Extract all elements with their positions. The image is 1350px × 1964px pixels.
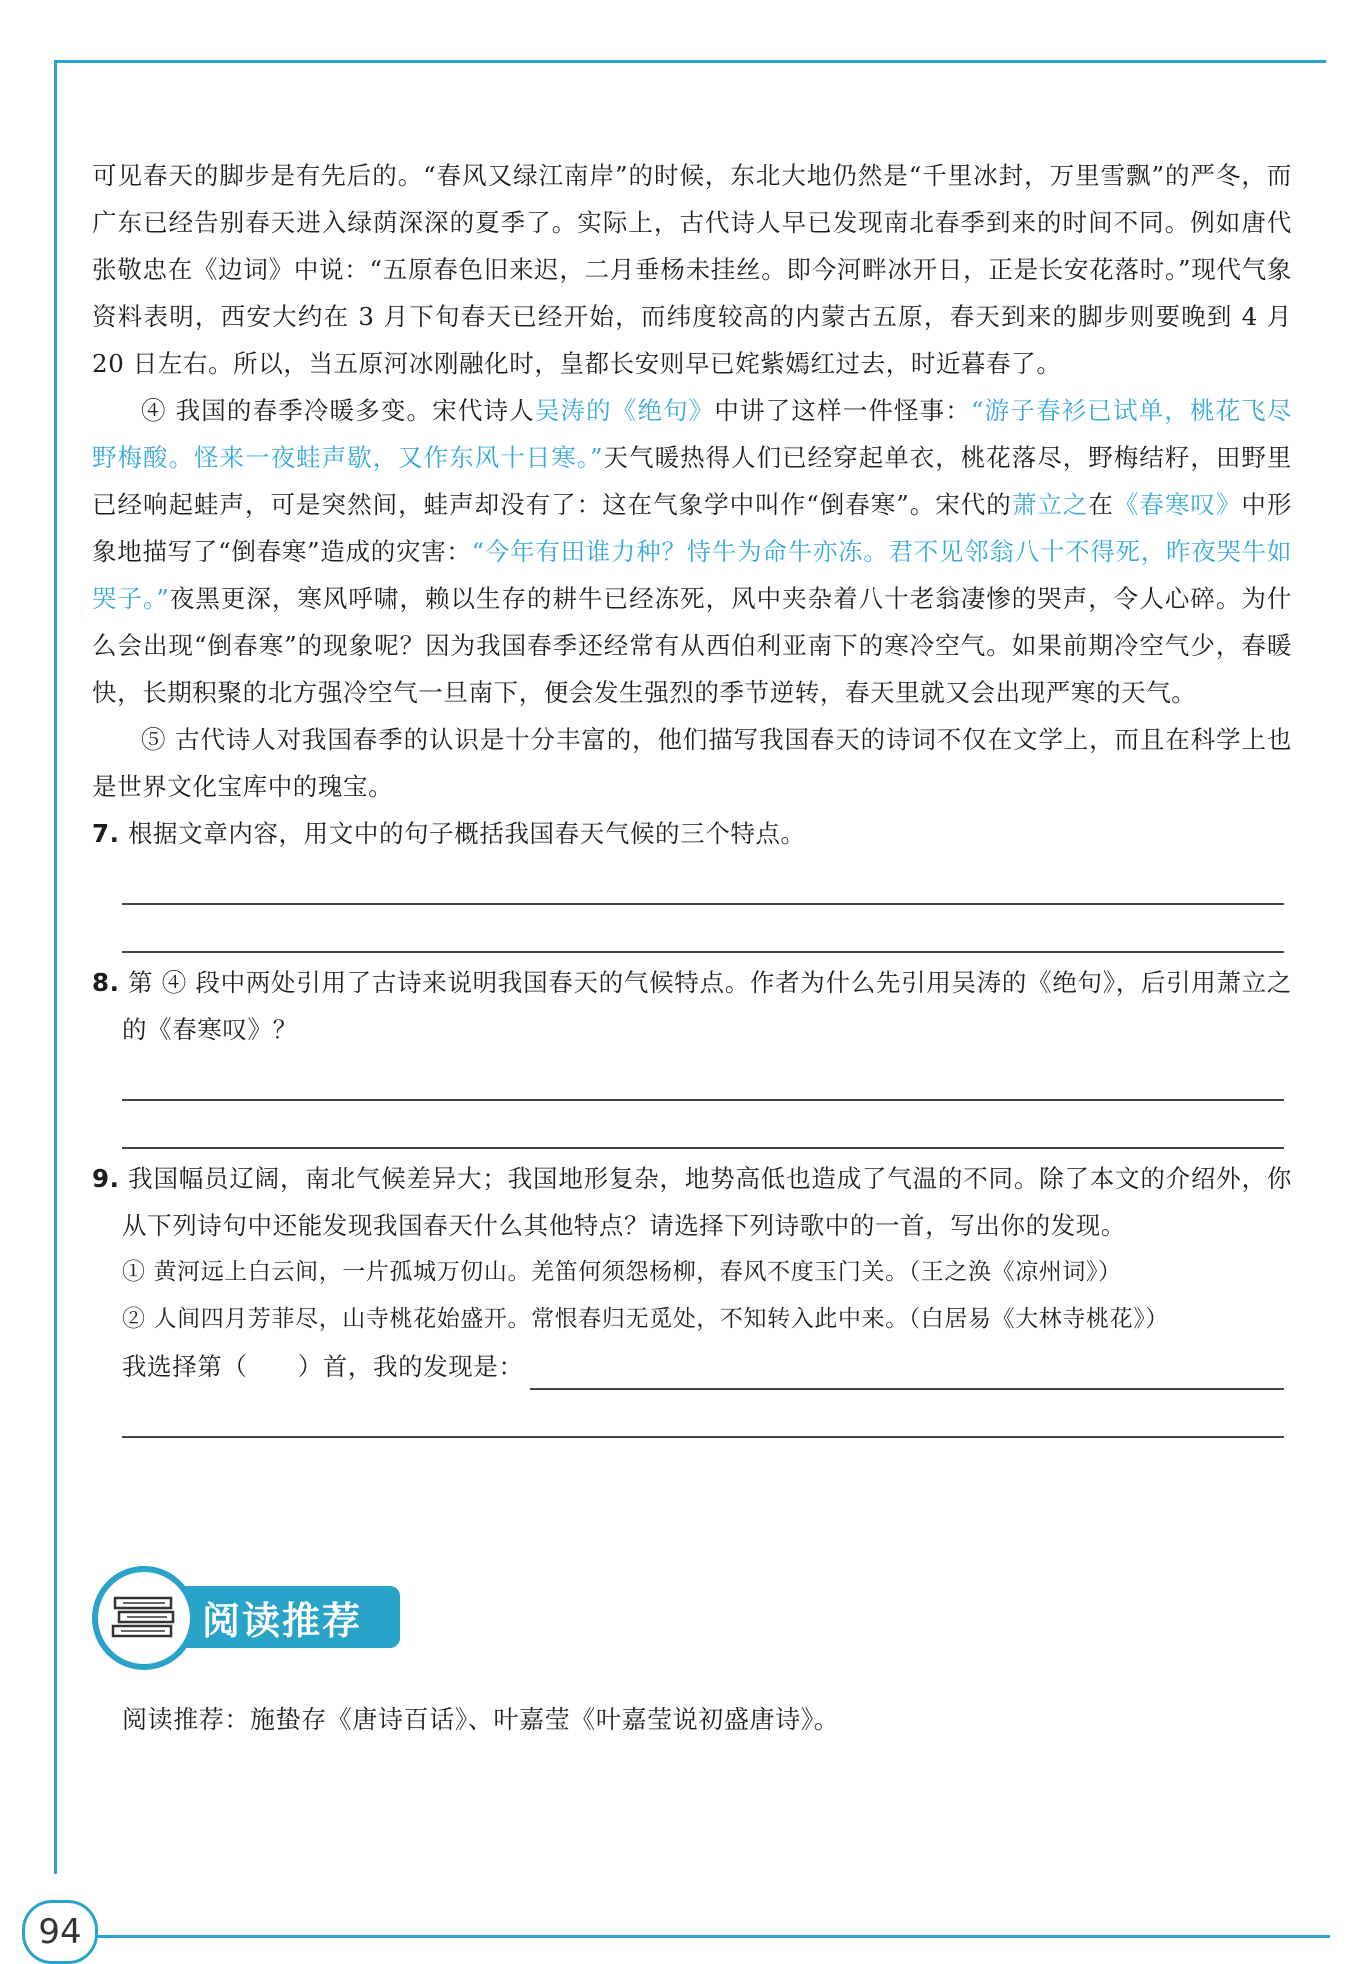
answer-line[interactable]: [122, 1053, 1284, 1101]
page-frame-left: [54, 60, 57, 1874]
question-number: 8.: [92, 968, 120, 997]
page-number: 94: [22, 1900, 98, 1964]
answer-line[interactable]: [122, 857, 1284, 905]
poem-title-highlight: 吴涛的《绝句》: [534, 396, 715, 425]
banner-title: 阅读推荐: [162, 1586, 400, 1648]
p4-text: 夜黑更深，寒风呼啸，赖以生存的耕牛已经冻死，风中夹杂着八十老翁凄惨的哭声，令人心碎。为什么会出现“倒春寒”的现象呢？因为我国春季还经常有从西伯利亚南下的寒冷空气。如果前期冷空气少，春暖快，长期积聚的北方强冷空气一旦南下，便会发生强烈的季节逆转，春天里就又会出现严寒的天气。: [92, 584, 1292, 707]
books-icon: [92, 1566, 196, 1670]
poem-option-2: ② 人间四月芳菲尽，山寺桃花始盛开。常恨春归无觅处，不知转入此中来。（白居易《大林寺桃花》）: [122, 1306, 1169, 1332]
poem-option-1: ① 黄河远上白云间，一片孤城万仞山。羌笛何须怨杨柳，春风不度玉门关。（王之涣《凉州词》）: [122, 1259, 1122, 1285]
answer-line[interactable]: [122, 905, 1284, 953]
answer-line[interactable]: [122, 1390, 1284, 1438]
p4-text: 在: [1088, 490, 1114, 519]
question-7: [92, 810, 1292, 857]
question-text: 第 ④ 段中两处引用了古诗来说明我国春天的气候特点。作者为什么先引用吴涛的《绝句》，后引用萧立之的《春寒叹》？: [122, 968, 1293, 1044]
poem-title-highlight: 《春寒叹》: [1113, 490, 1242, 519]
choice-prompt: 我选择第（ ）首，我的发现是：: [122, 1352, 524, 1381]
question-text: 根据文章内容，用文中的句子概括我国春天气候的三个特点。: [127, 819, 806, 848]
poet-name-highlight: 萧立之: [1011, 490, 1089, 519]
poem-quote-highlight: “今年有田谁力种？恃牛为命牛亦冻。君不见邻翁八十不得死，昨夜哭牛如哭子。”: [92, 537, 1292, 613]
reading-recommend-banner: [92, 1566, 412, 1676]
question-8: [92, 959, 1292, 1053]
choice-row: [92, 1343, 1292, 1390]
answer-line[interactable]: [122, 1101, 1284, 1149]
p4-text: 中讲了这样一件怪事：: [714, 396, 971, 425]
reading-recommend-text: 阅读推荐：施蛰存《唐诗百话》、叶嘉莹《叶嘉莹说初盛唐诗》。: [122, 1705, 840, 1734]
p4-text: 天气暖热得人们已经穿起单衣，桃花落尽，野梅结籽，田野里已经响起蛙声，可是突然间，蛙声却没有了：这在气象学中叫作“倒春寒”。宋代的: [92, 443, 1292, 519]
question-text: 我国幅员辽阔，南北气候差异大；我国地形复杂，地势高低也造成了气温的不同。除了本文的介绍外，你从下列诗句中还能发现我国春天什么其他特点？请选择下列诗歌中的一首，写出你的发现。: [122, 1164, 1292, 1240]
poem-quote-highlight: “游子春衫已试单，桃花飞尽野梅酸。怪来一夜蛙声歇，又作东风十日寒。”: [92, 396, 1293, 472]
question-number: 7.: [92, 819, 120, 848]
question-9: [92, 1155, 1292, 1249]
paragraph-5: ⑤ 古代诗人对我国春季的认识是十分丰富的，他们描写我国春天的诗词不仅在文学上，而且在科学上也是世界文化宝库中的瑰宝。: [92, 725, 1292, 801]
paragraph-3-continued: 可见春天的脚步是有先后的。“春风又绿江南岸”的时候，东北大地仍然是“千里冰封，万里雪飘”的严冬，而广东已经告别春天进入绿荫深深的夏季了。实际上，古代诗人早已发现南北春季到来的时间不同。例如唐代张敬忠在《边词》中说：“五原春色旧来迟，二月垂杨未挂丝。即今河畔冰开日，正是长安花落时。”现代气象资料表明，西安大约在 3 月下旬春天已经开始，而纬度较高的内蒙古五原，春天到来的脚步则要晚到 4 月 20 日左右。所以，当五原河冰刚融化时，皇都长安则早已姹紫嫣红过去，时近暮春了。: [92, 161, 1292, 378]
answer-line[interactable]: [530, 1354, 1284, 1390]
page-frame-top: [54, 60, 1326, 63]
page-frame-bottom: [90, 1935, 1330, 1938]
question-number: 9.: [92, 1164, 120, 1193]
paragraph-4: [92, 387, 1292, 716]
page-content: [92, 152, 1292, 1438]
p4-text: ④ 我国的春季冷暖多变。宋代诗人: [141, 396, 535, 425]
p4-text: 中形象地描写了“倒春寒”造成的灾害：: [92, 490, 1293, 566]
